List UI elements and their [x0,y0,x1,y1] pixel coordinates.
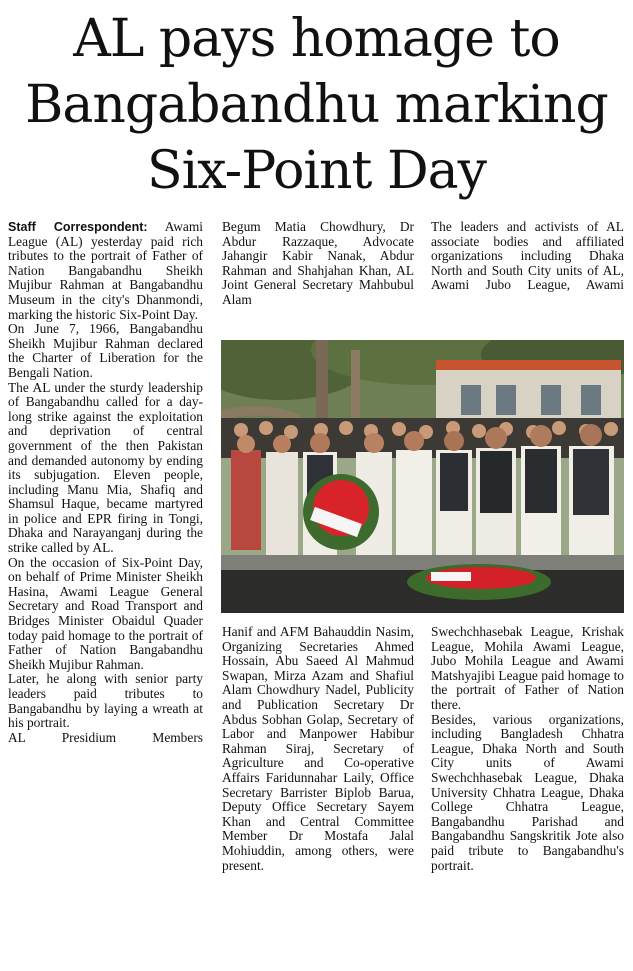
paragraph-6: AL Presidium Members [8,729,203,745]
column-3-bottom-text-2: Besides, various organizations, including Bangladesh Chhatra League, Dhaka North and South City units of Awami Swechchhasebak League, Dhaka University Chhatra League, Dhaka College Chhatra League, Bangabandhu Parishad and Bangabandhu Sangskritik Jote also paid tribute to Bangabandhu's portrait. [431,711,624,873]
article-column-2-bottom [222,625,414,873]
paragraph-1 [8,220,203,322]
column-2-top-text: Begum Matia Chowdhury, Dr Abdur Razzaque, Advocate Jahangir Kabir Nanak, Abdur Rahman and Shahjahan Khan, AL Joint General Secretary Mahbubul Alam [222,219,414,307]
photo-illustration [221,340,624,613]
paragraph-5: Later, he along with senior party leaders paid tributes to Bangabandhu by laying a wreath at his portrait. [8,671,203,731]
paragraph-4: On the occasion of Six-Point Day, on behalf of Prime Minister Sheikh Hasina, Awami League General Secretary and Road Transport and Bridges Minister Obaidul Quader today paid homage to the portrait of Father of Nation Bangabandhu Sheikh Mujibur Rahman. [8,554,203,672]
byline: Staff Correspondent: [8,220,148,234]
article-column-1 [8,220,203,745]
column-2-bottom-text: Hanif and AFM Bahauddin Nasim, Organizing Secretaries Ahmed Hossain, Abu Saeed Al Mahmud Swapan, Mirza Azam and Shafiul Alam Chowdhury Nadel, Publicity and Publication Secretary Dr Abdus Sobhan Golap, Secretary of Labor and Manpower Habibur Rahman Siraj, Secretary of Agriculture and Co-operative Affairs Faridunnahar Laily, Office Secretary Barrister Biplob Barua, Deputy Office Secretary Sayem Khan and Central Committee Member Dr Mostafa Jalal Mohiuddin, among others, were present. [222,624,414,873]
column-3-top-text: The leaders and activists of AL associate bodies and affiliated organizations including Dhaka North and South City units of AL, Awami Jubo League, Awami [431,219,624,293]
paragraph-2: On June 7, 1966, Bangabandhu Sheikh Mujibur Rahman declared the Charter of Liberation for the Bengali Nation. [8,321,203,380]
paragraph-3: The AL under the sturdy leadership of Bangabandhu called for a day-long strike against the exploitation and deprivation of central government of the then Pakistan and demanded autonomy by ending its subjugation. Eleven people, including Manu Mia, Shafiq and Shamsul Haque, became martyred in police and EPR firing in Tongi, Dhaka and Narayanganj during the strike called by AL. [8,379,203,556]
headline: AL pays homage to Bangabandhu marking Six-Point Day [25,9,608,201]
paragraph-1-text: Awami League (AL) yesterday paid rich tributes to the portrait of Father of Nation Bangabandhu Sheikh Mujibur Rahman at Bangabandhu Museum in the city's Dhanmondi, marking the historic Six-Point Day. [8,219,203,322]
article-column-3-top [431,220,624,293]
article-column-3-bottom [431,625,624,873]
article-column-2-top [222,220,414,308]
column-3-bottom-text-1: Swechchhasebak League, Krishak League, Mohila Awami League, Jubo Mohila League and Awami Matshyajibi League paid homage to the portrait of Father of Nation there. [431,624,624,712]
news-photo [221,340,624,613]
